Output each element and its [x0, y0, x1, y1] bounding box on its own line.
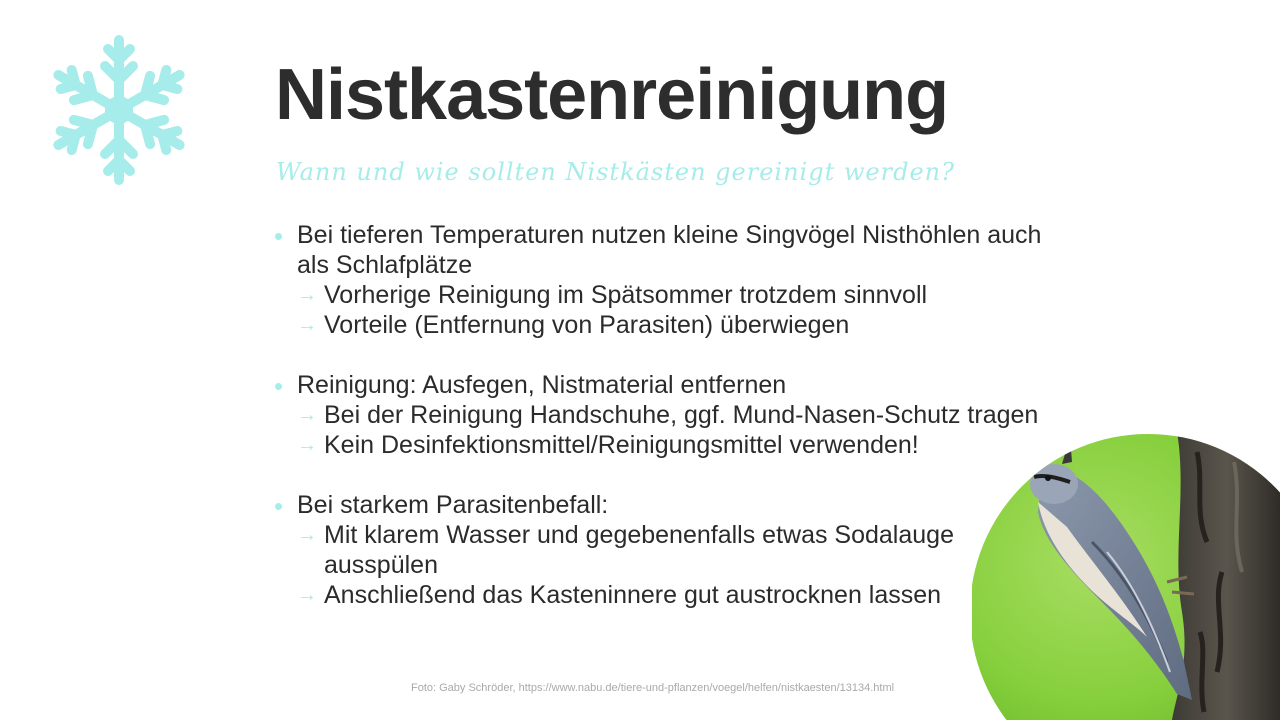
slide-title: Nistkastenreinigung — [275, 55, 949, 135]
photo-credit: Foto: Gaby Schröder, https://www.nabu.de/tiere-und-pflanzen/voegel/helfen/nistkaesten/13134.html — [411, 682, 895, 694]
sub-item — [297, 310, 1075, 340]
bullet-dot — [275, 503, 282, 510]
sub-item — [297, 400, 1075, 430]
bullet-list — [275, 220, 1075, 640]
arrow-right-icon: → — [297, 404, 317, 426]
bullet-dot — [275, 233, 282, 240]
bullet-text: Reinigung: Ausfegen, Nistmaterial entfernen — [297, 371, 787, 399]
bird-photo — [972, 432, 1280, 720]
sub-item — [297, 280, 1075, 310]
sub-item — [297, 430, 1075, 460]
sub-item-text: Vorherige Reinigung im Spätsommer trotzdem sinnvoll — [324, 281, 928, 309]
sub-item — [297, 520, 984, 580]
bullet-text: Bei starkem Parasitenbefall: — [297, 491, 609, 519]
sub-item-text: Bei der Reinigung Handschuhe, ggf. Mund-Nasen-Schutz tragen — [324, 401, 1039, 429]
snowflake-icon — [50, 32, 188, 188]
arrow-right-icon: → — [297, 584, 317, 606]
sub-item-text: Vorteile (Entfernung von Parasiten) überwiegen — [324, 311, 850, 339]
arrow-right-icon: → — [297, 434, 317, 456]
sub-item-text: Anschließend das Kasteninnere gut austrocknen lassen — [324, 581, 942, 609]
arrow-right-icon: → — [297, 524, 317, 546]
arrow-right-icon: → — [297, 314, 317, 336]
sub-item-text: Kein Desinfektionsmittel/Reinigungsmittel verwenden! — [324, 431, 919, 459]
bullet-item — [275, 490, 1075, 610]
sub-item — [297, 580, 1075, 610]
bullet-text: Bei tieferen Temperaturen nutzen kleine Singvögel Nisthöhlen auch als Schlafplätze — [297, 221, 1042, 279]
sub-item-text: Mit klarem Wasser und gegebenenfalls etwas Sodalauge ausspülen — [324, 521, 954, 579]
bullet-item — [275, 370, 1075, 460]
slide-subtitle: Wann und wie sollten Nistkästen gereinigt werden? — [276, 158, 955, 186]
arrow-right-icon: → — [297, 284, 317, 306]
bullet-dot — [275, 383, 282, 390]
bullet-item — [275, 220, 1075, 340]
